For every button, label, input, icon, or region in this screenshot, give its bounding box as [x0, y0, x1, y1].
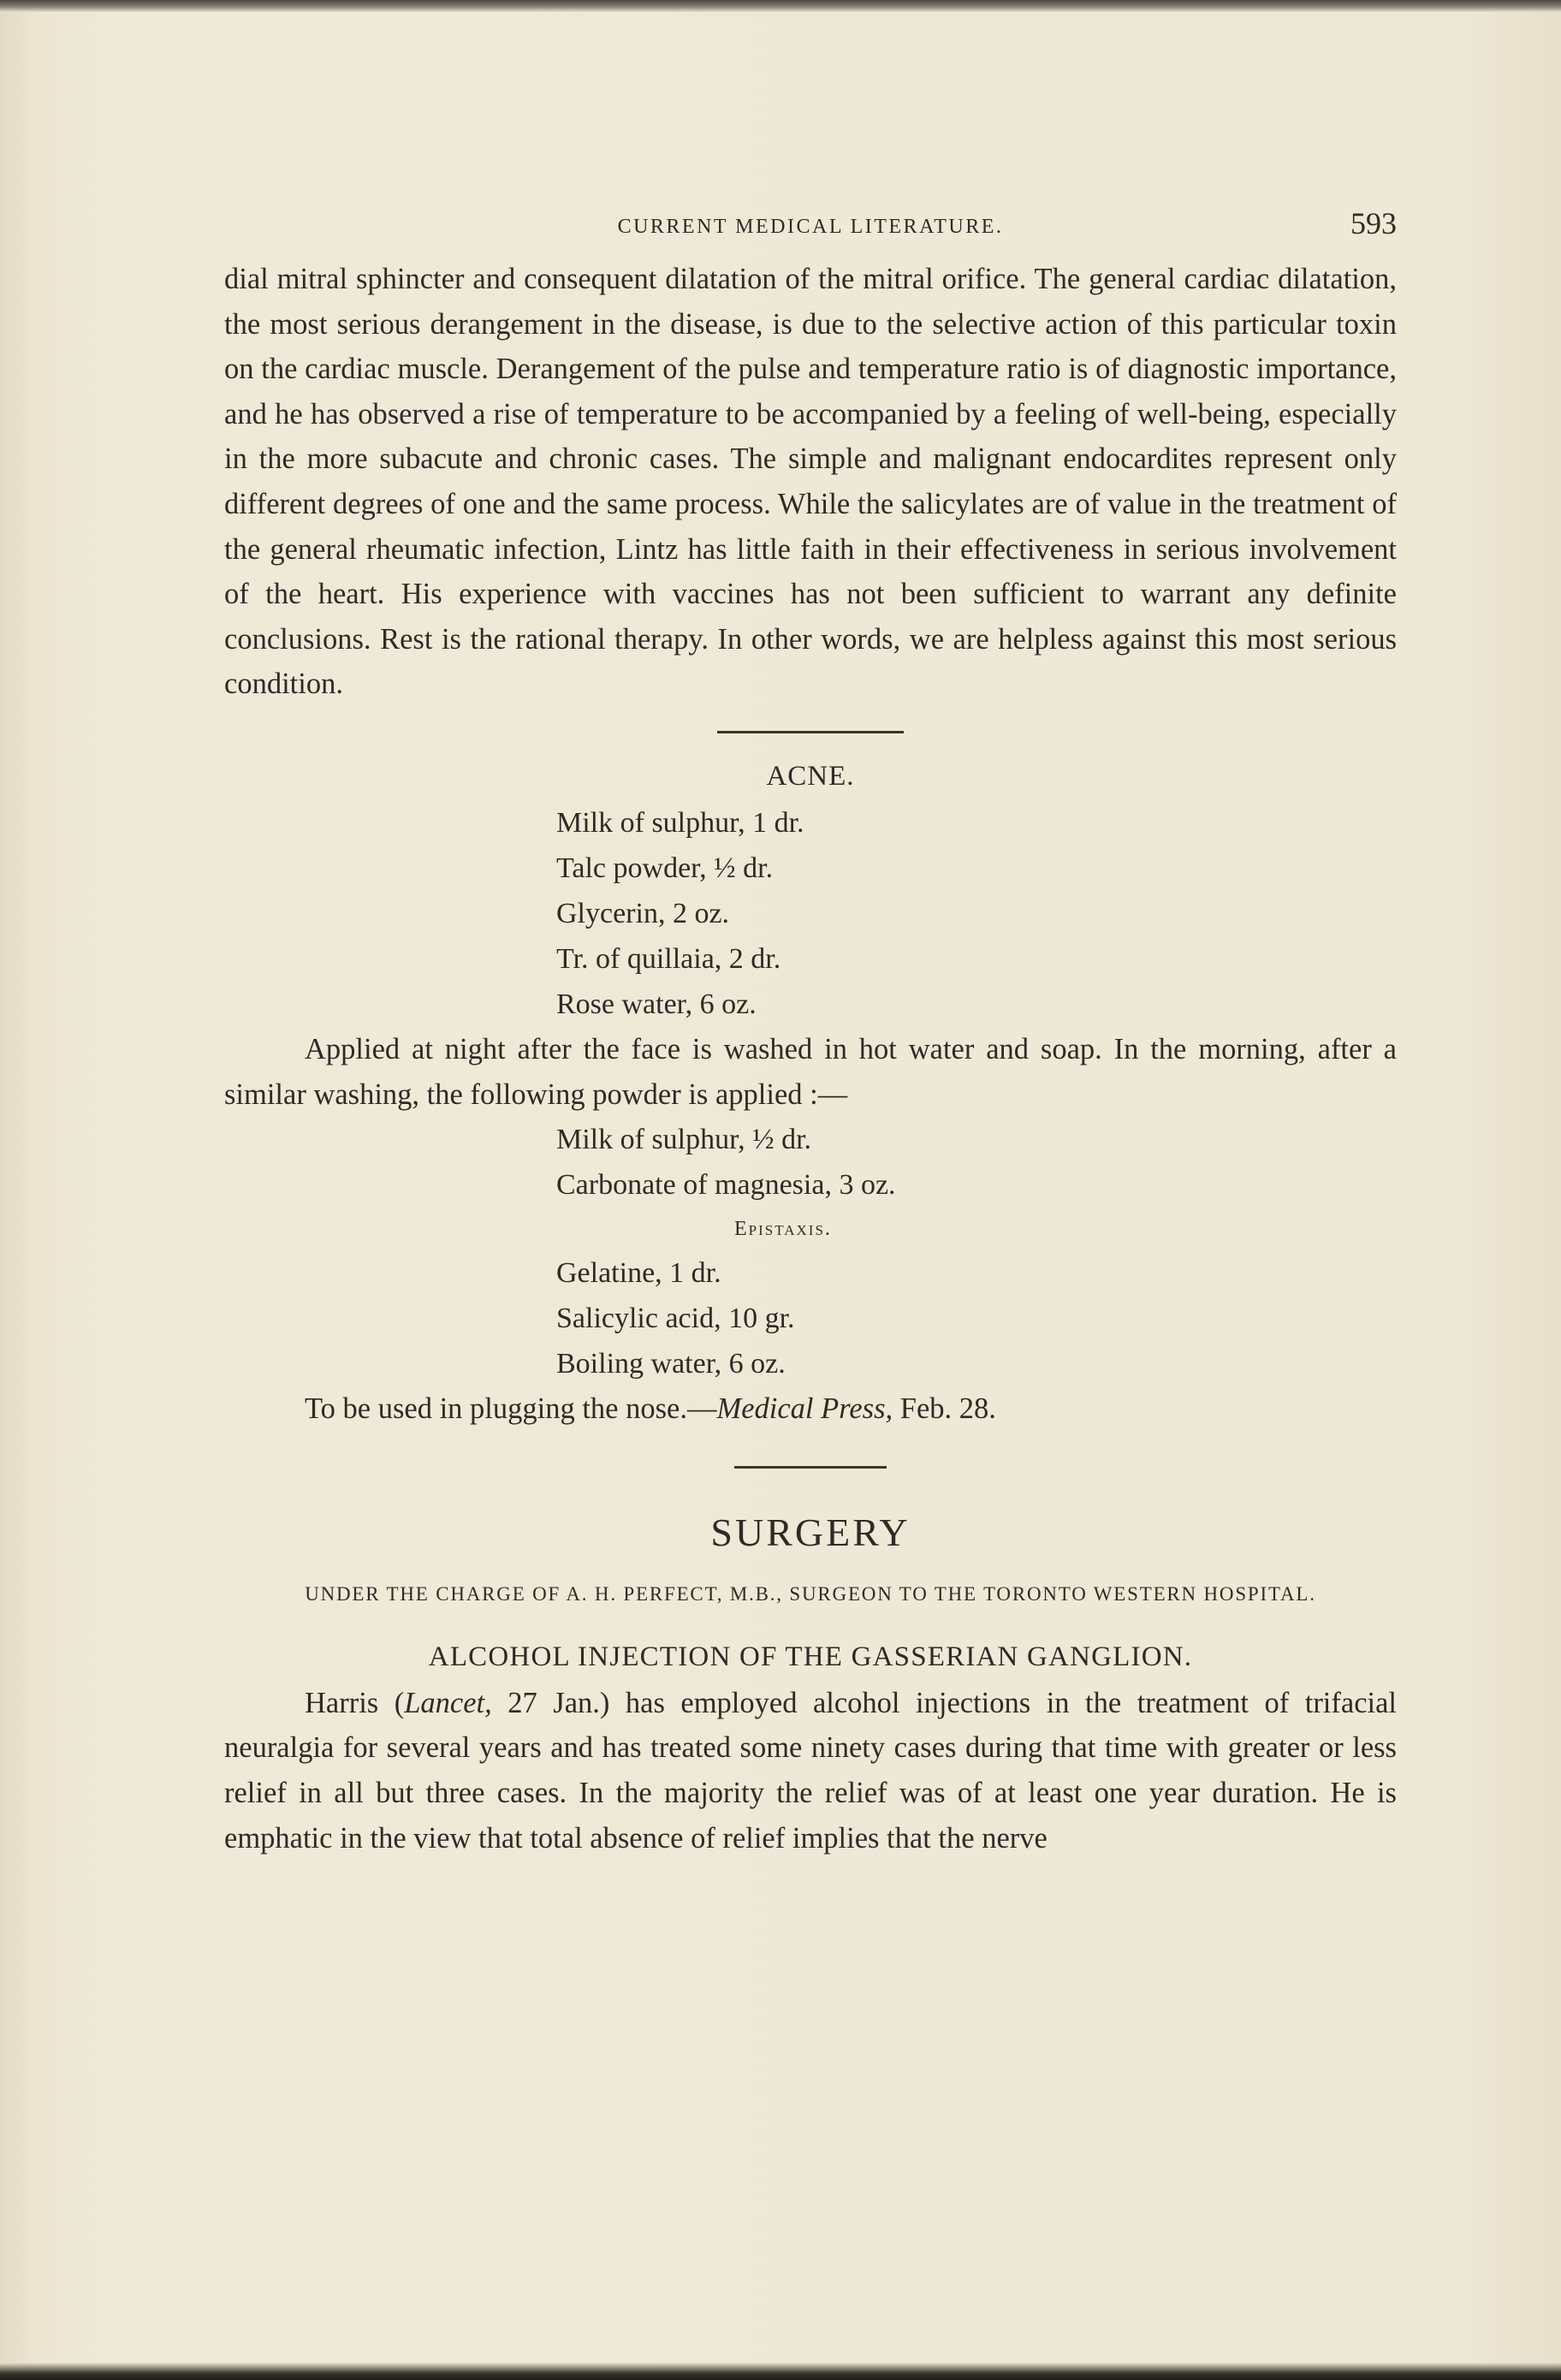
article-author: Harris (	[305, 1686, 405, 1719]
acne-powder-prescription	[224, 1117, 1397, 1208]
prescription-line: Gelatine, 1 dr.	[556, 1257, 721, 1290]
page-content	[224, 197, 1397, 1861]
page-number: 593	[1350, 206, 1397, 240]
epistaxis-note-text: To be used in plugging the nose.—	[305, 1392, 717, 1426]
running-title: CURRENT MEDICAL LITERATURE.	[617, 216, 1004, 238]
prescription-line: Boiling water, 6 oz.	[556, 1348, 786, 1380]
prescription-line: Glycerin, 2 oz.	[556, 897, 730, 929]
acne-prescription	[224, 800, 1397, 1027]
epistaxis-heading: Epistaxis.	[734, 1218, 832, 1241]
article-text: 27 Jan.) has employed alcohol injections in the treatment of trifacial neuralgia for several years and has treated some ninety cases during that time with greater or less relief in all but three cases. In the majority the relief was of at least one year duration. He is emphatic in the view that total absence of relief implies that the nerve	[224, 1686, 1397, 1855]
prescription-line: Milk of sulphur, ½ dr.	[556, 1124, 812, 1156]
section-subtitle: UNDER THE CHARGE OF A. H. PERFECT, M.B., SURGEON TO THE TORONTO WESTERN HOSPITAL.	[305, 1582, 1316, 1605]
prescription-line: Carbonate of magnesia, 3 oz.	[556, 1169, 896, 1202]
source-citation: Medical Press,	[716, 1392, 893, 1426]
running-head	[224, 197, 1397, 257]
source-date: Feb. 28.	[893, 1392, 996, 1426]
section-divider	[734, 1466, 887, 1469]
epistaxis-note	[224, 1386, 1397, 1432]
continuation-paragraph: dial mitral sphincter and consequent dilatation of the mitral orifice. The general cardiac dilatation, the most serious derangement in the disease, is due to the selective action of this particular toxin on the cardiac muscle. Derangement of the pulse and temperature ratio is of diagnostic importance, and he has observed a rise of temperature to be accompanied by a feeling of well-being, especially in the more subacute and chronic cases. The simple and malignant endocardites represent only different degrees of one and the same process. While the salicylates are of value in the treatment of the general rheumatic infection, Lintz has little faith in their effectiveness in serious involvement of the heart. His experience with vaccines has not been sufficient to warrant any definite conclusions. Rest is the rational therapy. In other words, we are helpless against this most serious condition.	[224, 263, 1397, 701]
epistaxis-prescription	[224, 1250, 1397, 1386]
section-title: SURGERY	[710, 1510, 911, 1554]
article-title: ALCOHOL INJECTION OF THE GASSERIAN GANGLION.	[428, 1641, 1193, 1672]
prescription-line: Talc powder, ½ dr.	[556, 852, 774, 884]
page-bottom-edge	[0, 2363, 1561, 2380]
section-divider	[717, 731, 904, 733]
prescription-line: Salicylic acid, 10 gr.	[556, 1303, 795, 1335]
article-paragraph	[224, 1681, 1397, 1861]
prescription-line: Tr. of quillaia, 2 dr.	[556, 942, 781, 975]
journal-citation: Lancet,	[404, 1686, 492, 1719]
acne-heading: ACNE.	[766, 760, 855, 792]
prescription-line: Rose water, 6 oz.	[556, 988, 757, 1020]
page-top-edge	[0, 0, 1561, 12]
prescription-line: Milk of sulphur, 1 dr.	[556, 806, 804, 839]
acne-instructions: Applied at night after the face is washed in hot water and soap. In the morning, after a similar washing, the following powder is applied :—	[224, 1032, 1397, 1111]
